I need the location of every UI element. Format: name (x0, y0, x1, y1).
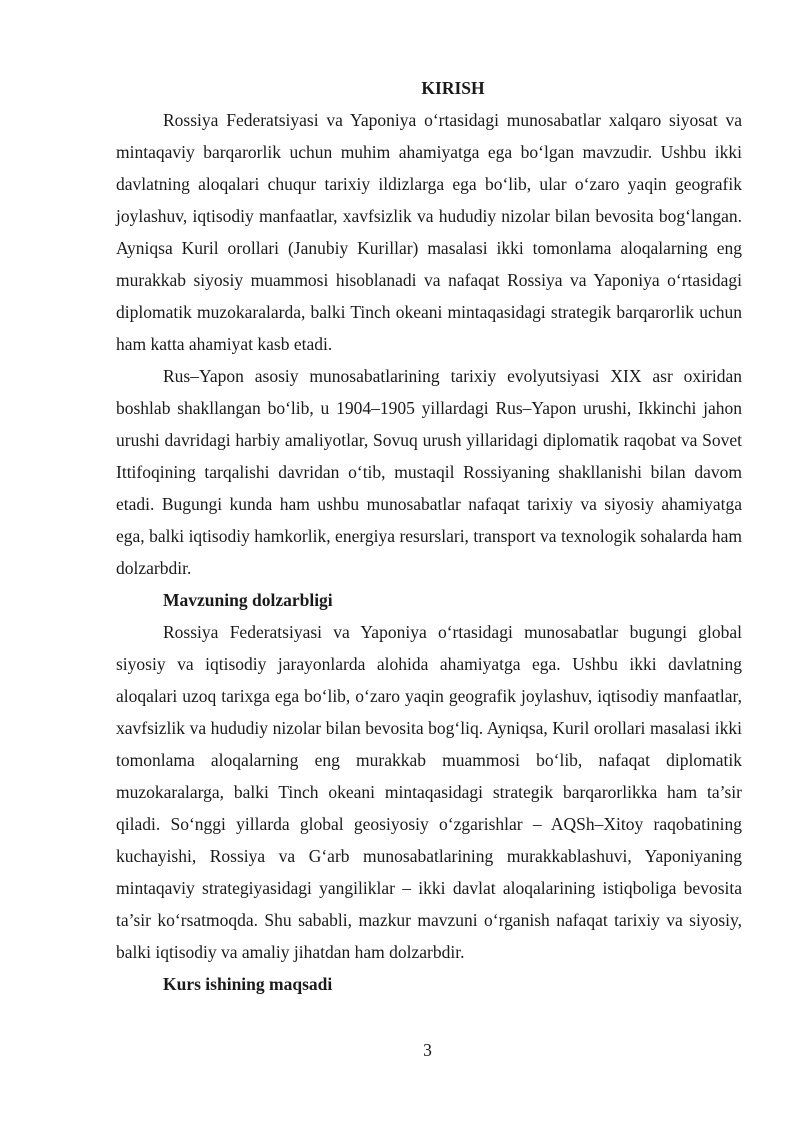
page-number: 3 (423, 1040, 432, 1060)
intro-paragraph-1: Rossiya Federatsiyasi va Yaponiya o‘rtasidagi munosabatlar xalqaro siyosat va mintaqaviy barqarorlik uchun muhim ahamiyatga ega bo‘lgan mavzudir. Ushbu ikki davlatning aloqalari chuqur tarixiy ildizlarga ega bo‘lib, ular o‘zaro yaqin geografik joylashuv, iqtisodiy manfaatlar, xavfsizlik va hududiy nizolar bilan bevosita bog‘langan. Ayniqsa Kuril orollari (Janubiy Kurillar) masalasi ikki tomonlama aloqalarning eng murakkab siyosiy muammosi hisoblanadi va nafaqat Rossiya va Yaponiya o‘rtasidagi diplomatik muzokaralarda, balki Tinch okeani mintaqasidagi strategik barqarorlik uchun ham katta ahamiyat kasb etadi. (116, 110, 742, 354)
section-heading-goal: Kurs ishining maqsadi (163, 974, 333, 994)
relevance-paragraph: Rossiya Federatsiyasi va Yaponiya o‘rtasidagi munosabatlar bugungi global siyosiy va iqtisodiy jarayonlarda alohida ahamiyatga ega. Ushbu ikki davlatning aloqalari uzoq tarixga ega bo‘lib, o‘zaro yaqin geografik joylashuv, iqtisodiy manfaatlar, xavfsizlik va hududiy nizolar bilan bevosita bog‘liq. Ayniqsa, Kuril orollari masalasi ikki tomonlama aloqalarning eng murakkab muammosi bo‘lib, nafaqat diplomatik muzokaralarga, balki Tinch okeani mintaqasidagi strategik barqarorlikka ham ta’sir qiladi. So‘nggi yillarda global geosiyosiy o‘zgarishlar – AQSh–Xitoy raqobatining kuchayishi, Rossiya va G‘arb munosabatlarining murakkablashuvi, Yaponiyaning mintaqaviy strategiyasidagi yangiliklar – ikki davlat aloqalarining istiqboliga bevosita ta’sir ko‘rsatmoqda. Shu sababli, mazkur mavzuni o‘rganish nafaqat tarixiy va siyosiy, balki iqtisodiy va amaliy jihatdan ham dolzarbdir. (116, 622, 742, 962)
page-content (116, 72, 742, 1000)
intro-paragraph-2: Rus–Yapon asosiy munosabatlarining tarixiy evolyutsiyasi XIX asr oxiridan boshlab shakllangan bo‘lib, u 1904–1905 yillardagi Rus–Yapon urushi, Ikkinchi jahon urushi davridagi harbiy amaliyotlar, Sovuq urush yillaridagi diplomatik raqobat va Sovet Ittifoqining tarqalishi davridan o‘tib, mustaqil Rossiyaning shakllanishi bilan davom etadi. Bugungi kunda ham ushbu munosabatlar nafaqat tarixiy va siyosiy ahamiyatga ega, balki iqtisodiy hamkorlik, energiya resurslari, transport va texnologik sohalarda ham dolzarbdir. (116, 366, 742, 578)
page-title: KIRISH (421, 78, 485, 98)
section-heading-relevance: Mavzuning dolzarbligi (163, 590, 333, 610)
